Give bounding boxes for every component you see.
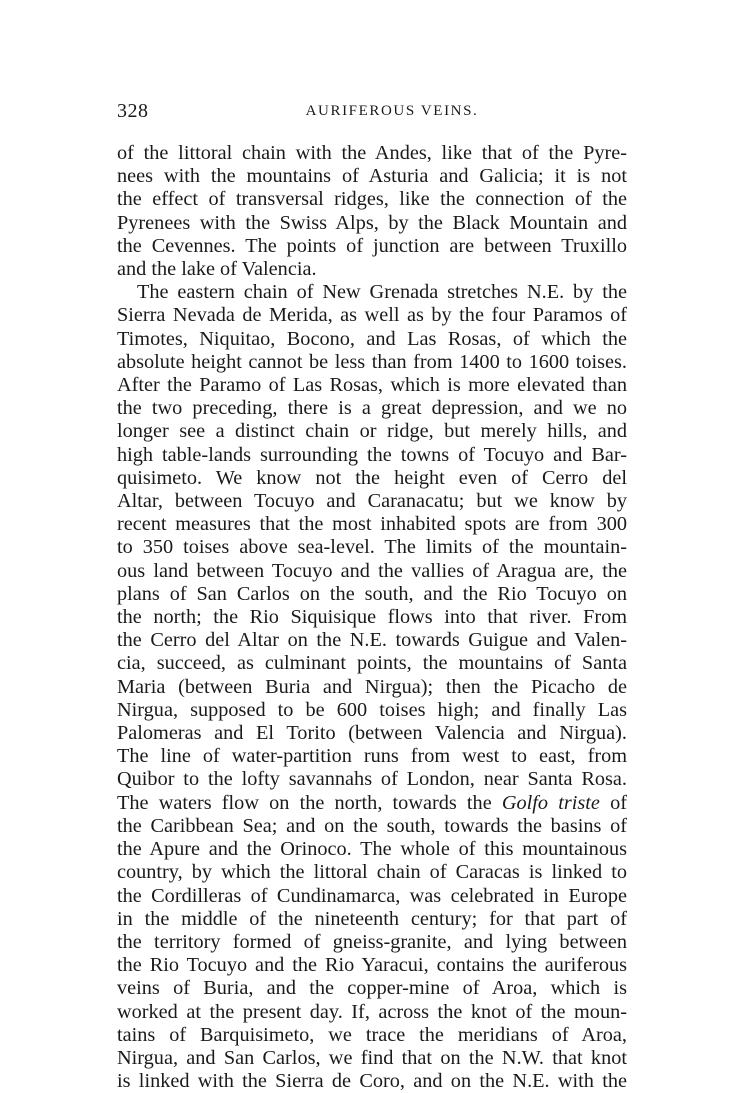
text-line: the Caribbean Sea; and on the south, towards the basins of <box>117 814 627 837</box>
page-header <box>117 100 627 130</box>
text-segment: of <box>599 791 627 814</box>
text-line: The line of water-partition runs from west to east, from <box>117 745 627 768</box>
text-line: the Apure and the Orinoco. The whole of this mountainous <box>117 838 627 861</box>
text-line: Maria (between Buria and Nirgua); then the Picacho de <box>117 675 627 698</box>
text-line: quisimeto. We know not the height even of Cerro del <box>117 466 627 489</box>
text-line: to 350 toises above sea-level. The limits of the mountain- <box>117 536 627 559</box>
text-line: Altar, between Tocuyo and Caranacatu; but we know by <box>117 490 627 513</box>
body-text <box>117 142 627 1093</box>
text-line: nees with the mountains of Asturia and Galicia; it is not <box>117 165 627 188</box>
text-line: the effect of transversal ridges, like the connection of the <box>117 188 627 211</box>
text-line: veins of Buria, and the copper-mine of Aroa, which is <box>117 977 627 1000</box>
text-line: After the Paramo of Las Rosas, which is more elevated than <box>117 374 627 397</box>
text-line <box>117 792 627 815</box>
page-number: 328 <box>117 100 149 122</box>
text-line: ous land between Tocuyo and the vallies of Aragua are, the <box>117 559 627 582</box>
text-segment: The waters flow on the north, towards the <box>117 791 502 814</box>
text-line: Palomeras and El Torito (between Valencia and Nirgua). <box>117 722 627 745</box>
text-line: the territory formed of gneiss-granite, and lying between <box>117 930 627 953</box>
text-line: longer see a distinct chain or ridge, but merely hills, and <box>117 420 627 443</box>
text-line: Quibor to the lofty savannahs of London, near Santa Rosa. <box>117 768 627 791</box>
text-line: The eastern chain of New Grenada stretches N.E. by the <box>137 281 627 304</box>
text-line: plans of San Carlos on the south, and the Rio Tocuyo on <box>117 582 627 605</box>
text-line: the Cevennes. The points of junction are between Truxillo <box>117 234 627 257</box>
running-head: AURIFEROUS VEINS. <box>305 103 479 119</box>
text-line: of the littoral chain with the Andes, like that of the Pyre- <box>117 142 627 164</box>
text-line: is linked with the Sierra de Coro, and on the N.E. with the <box>117 1070 627 1093</box>
text-line: Sierra Nevada de Merida, as well as by the four Paramos of <box>117 304 627 327</box>
text-line: country, by which the littoral chain of Caracas is linked to <box>117 861 627 884</box>
text-line: Pyrenees with the Swiss Alps, by the Black Mountain and <box>117 211 627 234</box>
text-line: Timotes, Niquitao, Bocono, and Las Rosas, of which the <box>117 327 627 350</box>
text-line: tains of Barquisimeto, we trace the meridians of Aroa, <box>117 1023 627 1046</box>
text-line: the Rio Tocuyo and the Rio Yaracui, contains the auriferous <box>117 954 627 977</box>
text-line: in the middle of the nineteenth century; for that part of <box>117 907 627 930</box>
italic-phrase: Golfo triste <box>501 791 600 814</box>
text-line: the two preceding, there is a great depression, and we no <box>117 397 627 420</box>
text-line: Nirgua, and San Carlos, we find that on the N.W. that knot <box>117 1046 627 1069</box>
text-line: absolute height cannot be less than from 1400 to 1600 toises. <box>117 350 627 373</box>
text-line: the Cordilleras of Cundinamarca, was celebrated in Europe <box>117 884 627 907</box>
text-line: and the lake of Valencia. <box>117 258 317 281</box>
text-line: the Cerro del Altar on the N.E. towards Guigue and Valen- <box>117 629 627 652</box>
text-line: the north; the Rio Siquisique flows into that river. From <box>117 606 627 629</box>
text-line: cia, succeed, as culminant points, the mountains of Santa <box>117 652 627 675</box>
text-line: recent measures that the most inhabited spots are from 300 <box>117 513 627 536</box>
text-line: Nirgua, supposed to be 600 toises high; and finally Las <box>117 698 627 721</box>
text-line: high table-lands surrounding the towns of Tocuyo and Bar- <box>117 443 627 466</box>
text-line: worked at the present day. If, across the knot of the moun- <box>117 1000 627 1023</box>
